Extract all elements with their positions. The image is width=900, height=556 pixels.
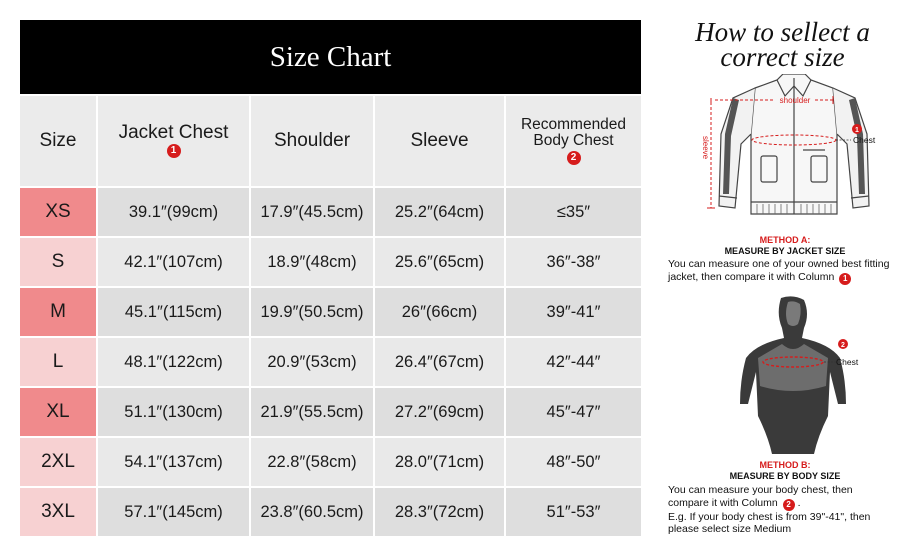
- size-cell: XL: [20, 388, 96, 436]
- jacket-chest-cell: 42.1″(107cm): [98, 238, 249, 286]
- header-sleeve-label: Sleeve: [410, 130, 469, 151]
- table-row: [20, 488, 641, 536]
- header-body-chest-label: Body Chest: [533, 132, 614, 149]
- size-cell: XS: [20, 188, 96, 236]
- table-header-row: [20, 96, 641, 186]
- body-badge-2: 2: [841, 342, 845, 349]
- table-row: [20, 438, 641, 486]
- guide-title: [670, 17, 895, 72]
- method-a-body: You can measure one of your owned best fitting jacket, then compare it with Column: [668, 258, 890, 283]
- size-chart-title: Size Chart: [20, 20, 641, 94]
- body-chest-label: Chest: [836, 357, 859, 367]
- table-row: [20, 188, 641, 236]
- table-row: [20, 338, 641, 386]
- size-cell: M: [20, 288, 96, 336]
- shoulder-cell: 22.8″(58cm): [251, 438, 373, 486]
- method-b-subtitle: MEASURE BY BODY SIZE: [729, 471, 841, 481]
- number-badge-1: 1: [167, 144, 181, 158]
- jacket-badge-1: 1: [855, 127, 859, 134]
- header-size: [20, 96, 96, 186]
- jacket-illustration: [697, 74, 889, 234]
- header-sleeve: [375, 96, 504, 186]
- jacket-chest-label: Chest: [853, 135, 876, 145]
- size-cell: 2XL: [20, 438, 96, 486]
- sleeve-cell: 27.2″(69cm): [375, 388, 504, 436]
- jacket-chest-cell: 51.1″(130cm): [98, 388, 249, 436]
- method-b-text: [668, 484, 896, 536]
- guide-title-line-2: correct size: [720, 42, 845, 72]
- sleeve-cell: 26″(66cm): [375, 288, 504, 336]
- header-body-chest: [506, 96, 641, 186]
- method-a-title: METHOD A:: [759, 235, 811, 245]
- sleeve-cell: 25.6″(65cm): [375, 238, 504, 286]
- shoulder-cell: 18.9″(48cm): [251, 238, 373, 286]
- jacket-chest-cell: 45.1″(115cm): [98, 288, 249, 336]
- body-illustration: [718, 296, 868, 456]
- body-chest-cell: ≤35″: [506, 188, 641, 236]
- size-table: [20, 96, 641, 538]
- method-a-subtitle: MEASURE BY JACKET SIZE: [724, 246, 846, 256]
- number-badge-2: 2: [567, 151, 581, 165]
- header-shoulder: [251, 96, 373, 186]
- sleeve-label: sleeve: [701, 136, 710, 160]
- table-row: [20, 388, 641, 436]
- shoulder-cell: 19.9″(50.5cm): [251, 288, 373, 336]
- method-b-example: E.g. If your body chest is from 39"-41", then please select size Medium: [668, 510, 871, 535]
- body-chest-cell: 51″-53″: [506, 488, 641, 536]
- sleeve-cell: 26.4″(67cm): [375, 338, 504, 386]
- header-shoulder-label: Shoulder: [273, 130, 351, 151]
- shoulder-cell: 17.9″(45.5cm): [251, 188, 373, 236]
- jacket-chest-cell: 54.1″(137cm): [98, 438, 249, 486]
- body-chest-cell: 39″-41″: [506, 288, 641, 336]
- size-cell: S: [20, 238, 96, 286]
- method-b-period: .: [797, 496, 801, 509]
- shoulder-label: shoulder: [779, 96, 811, 105]
- jacket-chest-cell: 39.1″(99cm): [98, 188, 249, 236]
- number-badge-2: 2: [783, 499, 795, 511]
- shoulder-cell: 20.9″(53cm): [251, 338, 373, 386]
- jacket-chest-cell: 48.1″(122cm): [98, 338, 249, 386]
- guide-title-line-1: How to sellect a: [695, 17, 870, 47]
- method-a-text: [668, 258, 896, 285]
- body-chest-cell: 36″-38″: [506, 238, 641, 286]
- sleeve-cell: 25.2″(64cm): [375, 188, 504, 236]
- method-b-body: You can measure your body chest, then compare it with Column: [668, 484, 853, 509]
- size-cell: 3XL: [20, 488, 96, 536]
- shoulder-cell: 23.8″(60.5cm): [251, 488, 373, 536]
- table-row: [20, 238, 641, 286]
- header-size-label: Size: [39, 130, 77, 151]
- header-jacket-chest: [98, 96, 249, 186]
- shoulder-cell: 21.9″(55.5cm): [251, 388, 373, 436]
- size-cell: L: [20, 338, 96, 386]
- number-badge-1: 1: [839, 273, 851, 285]
- jacket-chest-cell: 57.1″(145cm): [98, 488, 249, 536]
- body-chest-cell: 48″-50″: [506, 438, 641, 486]
- body-chest-cell: 42″-44″: [506, 338, 641, 386]
- body-chest-cell: 45″-47″: [506, 388, 641, 436]
- method-b-title: METHOD B:: [759, 460, 811, 470]
- header-jacket-chest-label: Jacket Chest: [118, 122, 229, 143]
- table-row: [20, 288, 641, 336]
- header-recommended-label: Recommended: [520, 116, 627, 133]
- sleeve-cell: 28.0″(71cm): [375, 438, 504, 486]
- sleeve-cell: 28.3″(72cm): [375, 488, 504, 536]
